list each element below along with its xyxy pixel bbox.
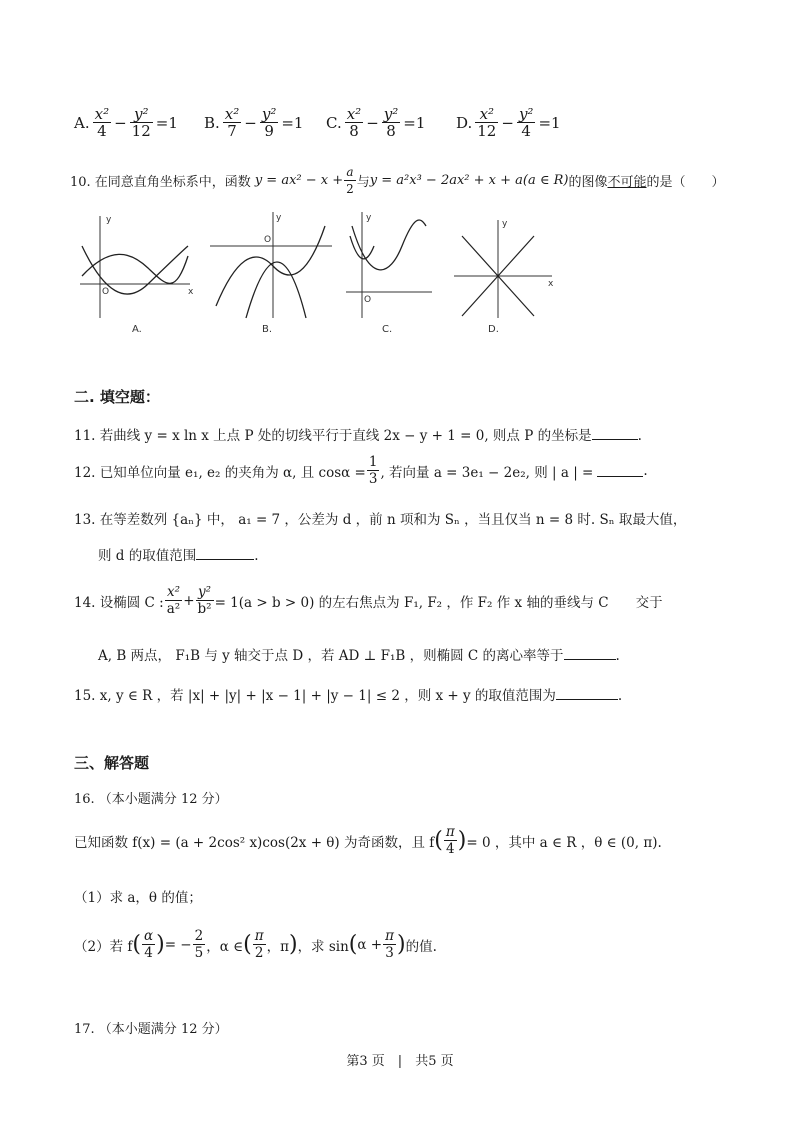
q15: 15. x, y ∈ R ，若 |x| + |y| + |x − 1| + |y − 1| ≤ 2 ，则 x + y 的取值范围为 . <box>74 688 623 704</box>
q16-p2-b: = − <box>164 936 192 953</box>
numerator: π <box>385 928 394 944</box>
q12-answer-blank[interactable] <box>597 464 643 477</box>
graph-c[interactable] <box>346 212 432 335</box>
q16-stmt2: = 0 ，其中 a ∈ R ，θ ∈ (0, π). <box>466 834 662 851</box>
denominator: 2 <box>346 182 354 196</box>
svg-text:y: y <box>276 213 282 223</box>
q16-stmt1: 已知函数 f(x) = (a + 2cos² x)cos(2x + θ) 为奇函数，且 f <box>74 834 435 851</box>
q9-option-a[interactable]: A. $\frac{\text{x²}}{4}$ − $\frac{\text{y²}}{12}$ =1 <box>74 105 178 140</box>
svg-text:x: x <box>548 279 554 289</box>
section-3-title: 三、解答题 <box>74 754 150 772</box>
q10-statement <box>70 164 725 197</box>
q12: 12. 已知单位向量 e₁, e₂ 的夹角为 α, 且 cosα = $\frac{1}{3}$ , 若向量 a = 3e₁ − 2e₂, 则 | a | = . <box>74 454 648 487</box>
q10-suffix: 的是（ ） <box>646 175 725 190</box>
fraction <box>130 106 153 139</box>
fraction <box>344 164 356 197</box>
q16-part2: （2）若 f ( $\frac{\alpha}{4}$ ) = − $\frac{2}{5}$ ，α ∈ ( $\frac{\pi}{2}$ ，π ) ，求 sin ( α + $\frac{\pi}{3}$ ) 的值. <box>74 928 437 961</box>
q14-answer-blank[interactable] <box>564 647 616 660</box>
q10-emphasis: 不可能 <box>607 175 647 190</box>
numerator: x² <box>224 105 240 123</box>
graph-d[interactable] <box>454 219 554 335</box>
q10-func2: y = a²x³ − 2ax² + x + a(a ∈ R) <box>369 173 569 188</box>
q12-part1: 12. 已知单位向量 e₁, e₂ 的夹角为 α, 且 cosα = <box>74 464 366 481</box>
denominator: 12 <box>131 122 151 140</box>
q14-line2-text: A, B 两点， F₁B 与 y 轴交于点 D ，若 AD ⊥ F₁B ，则椭圆 C 的离心率等于 <box>98 648 564 664</box>
option-label: B. <box>204 113 220 132</box>
section-2-title: 二. 填空题： <box>74 388 160 406</box>
denominator: 4 <box>521 122 531 140</box>
q14-part2: = 1(a > b > 0) 的左右焦点为 F₁, F₂ ，作 F₂ 作 x 轴的垂线与 C 交于 <box>214 594 663 611</box>
q10-graphs <box>70 206 590 346</box>
q16-p2-a: （2）若 f <box>74 938 133 955</box>
option-label: C. <box>326 113 342 132</box>
denominator: a² <box>166 601 181 617</box>
numerator: α <box>143 928 154 944</box>
graph-b-label: B. <box>262 324 273 335</box>
option-label: D. <box>456 113 473 132</box>
denominator: 3 <box>368 471 378 487</box>
q16-p2-g: 的值. <box>405 938 437 955</box>
fraction <box>142 928 155 961</box>
q15-answer-blank[interactable] <box>556 687 618 700</box>
denominator: 12 <box>477 122 497 140</box>
fraction <box>223 106 241 139</box>
numerator: y² <box>383 105 399 123</box>
fraction <box>367 454 380 487</box>
graph-b[interactable] <box>210 212 332 335</box>
svg-text:y: y <box>106 215 112 225</box>
q15-text: 15. x, y ∈ R ，若 |x| + |y| + |x − 1| + |y − 1| ≤ 2 ，则 x + y 的取值范围为 <box>74 688 556 704</box>
denominator: 4 <box>97 122 107 140</box>
q16-statement: 已知函数 f(x) = (a + 2cos² x)cos(2x + θ) 为奇函数，且 f ( $\frac{\pi}{4}$ ) = 0 ，其中 a ∈ R ，θ ∈ (0, π). <box>74 824 662 857</box>
graph-a[interactable] <box>80 215 194 335</box>
page-footer: 第3 页 | 共5 页 <box>346 1054 454 1069</box>
numerator: x² <box>165 584 182 601</box>
denominator: 9 <box>264 122 274 140</box>
numerator: 1 <box>368 454 378 470</box>
denominator: 8 <box>386 122 396 140</box>
q16-part1: （1）求 a，θ 的值； <box>74 890 202 906</box>
option-label: A. <box>74 113 90 132</box>
numerator: y² <box>130 106 153 123</box>
q11: 11. 若曲线 y = x ln x 上点 P 处的切线平行于直线 2x − y + 1 = 0, 则点 P 的坐标是 . <box>74 428 642 444</box>
q10-conj: 与 <box>356 175 370 190</box>
numerator: y² <box>261 105 277 123</box>
fraction <box>260 106 279 139</box>
denominator: 8 <box>349 122 359 140</box>
fraction <box>475 106 498 139</box>
q14-line1: 14. 设椭圆 C : $\frac{\text{x²}}{\text{a²}}$ + $\frac{\text{y²}}{\text{b²}}$ = 1(a > b > 0) 的左右焦点为 F₁, F₂ ，作 F₂ 作 x 轴的垂线与 C 交于 <box>74 584 663 617</box>
fraction <box>345 106 363 139</box>
numerator: y² <box>518 105 534 123</box>
denominator: 2 <box>254 945 264 961</box>
parabola-curve <box>246 262 306 318</box>
graph-a-label: A. <box>132 324 142 335</box>
numerator: y² <box>196 584 214 601</box>
fraction <box>517 106 536 139</box>
denominator: 3 <box>385 945 394 961</box>
numerator: π <box>445 824 455 840</box>
fraction <box>193 928 206 961</box>
graph-c-label: C. <box>382 324 393 335</box>
q17-header: 17. （本小题满分 12 分） <box>74 1022 228 1037</box>
fraction <box>444 824 457 857</box>
cubic-curve <box>352 220 426 270</box>
svg-text:y: y <box>502 219 508 229</box>
numerator: 2 <box>194 928 204 944</box>
q10-mid: 的图像 <box>568 175 608 190</box>
q13-line1: 13. 在等差数列 {aₙ} 中， a₁ = 7 ，公差为 d ，前 n 项和为 Sₙ ，当且仅当 n = 8 时. Sₙ 取最大值， <box>74 512 687 528</box>
graph-d-label: D. <box>488 324 499 335</box>
parabola-curve <box>82 246 188 294</box>
fraction <box>253 928 266 961</box>
fraction <box>382 106 401 139</box>
cubic-curve <box>82 254 188 283</box>
q10-func1: y = ax² − x + <box>254 173 344 188</box>
q14-part1: 14. 设椭圆 C : <box>74 594 164 611</box>
q9-option-c[interactable]: C. $\frac{\text{x²}}{8}$ − $\frac{\text{y²}}{8}$ =1 <box>326 105 426 140</box>
numerator: a <box>344 164 356 181</box>
q12-part2: , 若向量 a = 3e₁ − 2e₂, 则 | a | = <box>380 464 594 481</box>
denominator: 4 <box>446 841 455 857</box>
q13-line2: 则 d 的取值范围 . <box>98 548 259 564</box>
fraction <box>165 584 182 617</box>
q16-p2-f: α + <box>357 936 383 953</box>
q11-answer-blank[interactable] <box>592 427 638 440</box>
denominator: b² <box>197 601 212 617</box>
fraction <box>196 584 214 617</box>
svg-text:y: y <box>366 213 372 223</box>
q14-line2: A, B 两点， F₁B 与 y 轴交于点 D ，若 AD ⊥ F₁B ，则椭圆 C 的离心率等于 . <box>98 648 620 664</box>
svg-text:x: x <box>188 287 194 297</box>
denominator: 5 <box>194 945 204 961</box>
q16-p2-d: ，π <box>266 938 289 955</box>
numerator: π <box>254 928 264 944</box>
svg-text:O: O <box>264 235 272 245</box>
fraction <box>383 928 396 961</box>
numerator: x² <box>475 106 498 123</box>
svg-text:O: O <box>364 295 372 305</box>
q16-header: 16. （本小题满分 12 分） <box>74 792 228 807</box>
q13-answer-blank[interactable] <box>196 547 254 560</box>
q10-prefix: 10. 在同意直角坐标系中，函数 <box>70 175 251 190</box>
numerator: x² <box>346 105 362 123</box>
q9-option-b[interactable]: B. $\frac{\text{x²}}{7}$ − $\frac{\text{y²}}{9}$ =1 <box>204 105 304 140</box>
q11-text: 11. 若曲线 y = x ln x 上点 P 处的切线平行于直线 2x − y + 1 = 0, 则点 P 的坐标是 <box>74 428 592 444</box>
denominator: 4 <box>144 945 153 961</box>
q16-p2-e: ，求 sin <box>297 938 349 955</box>
numerator: x² <box>94 105 110 123</box>
fraction <box>93 106 111 139</box>
denominator: 7 <box>227 122 237 140</box>
q16-p2-c: ，α ∈ <box>206 938 244 955</box>
q9-option-d[interactable]: D. $\frac{\text{x²}}{12}$ − $\frac{\text{y²}}{4}$ =1 <box>456 105 561 140</box>
svg-text:O: O <box>102 287 110 297</box>
q13-line2-text: 则 d 的取值范围 <box>98 548 197 564</box>
